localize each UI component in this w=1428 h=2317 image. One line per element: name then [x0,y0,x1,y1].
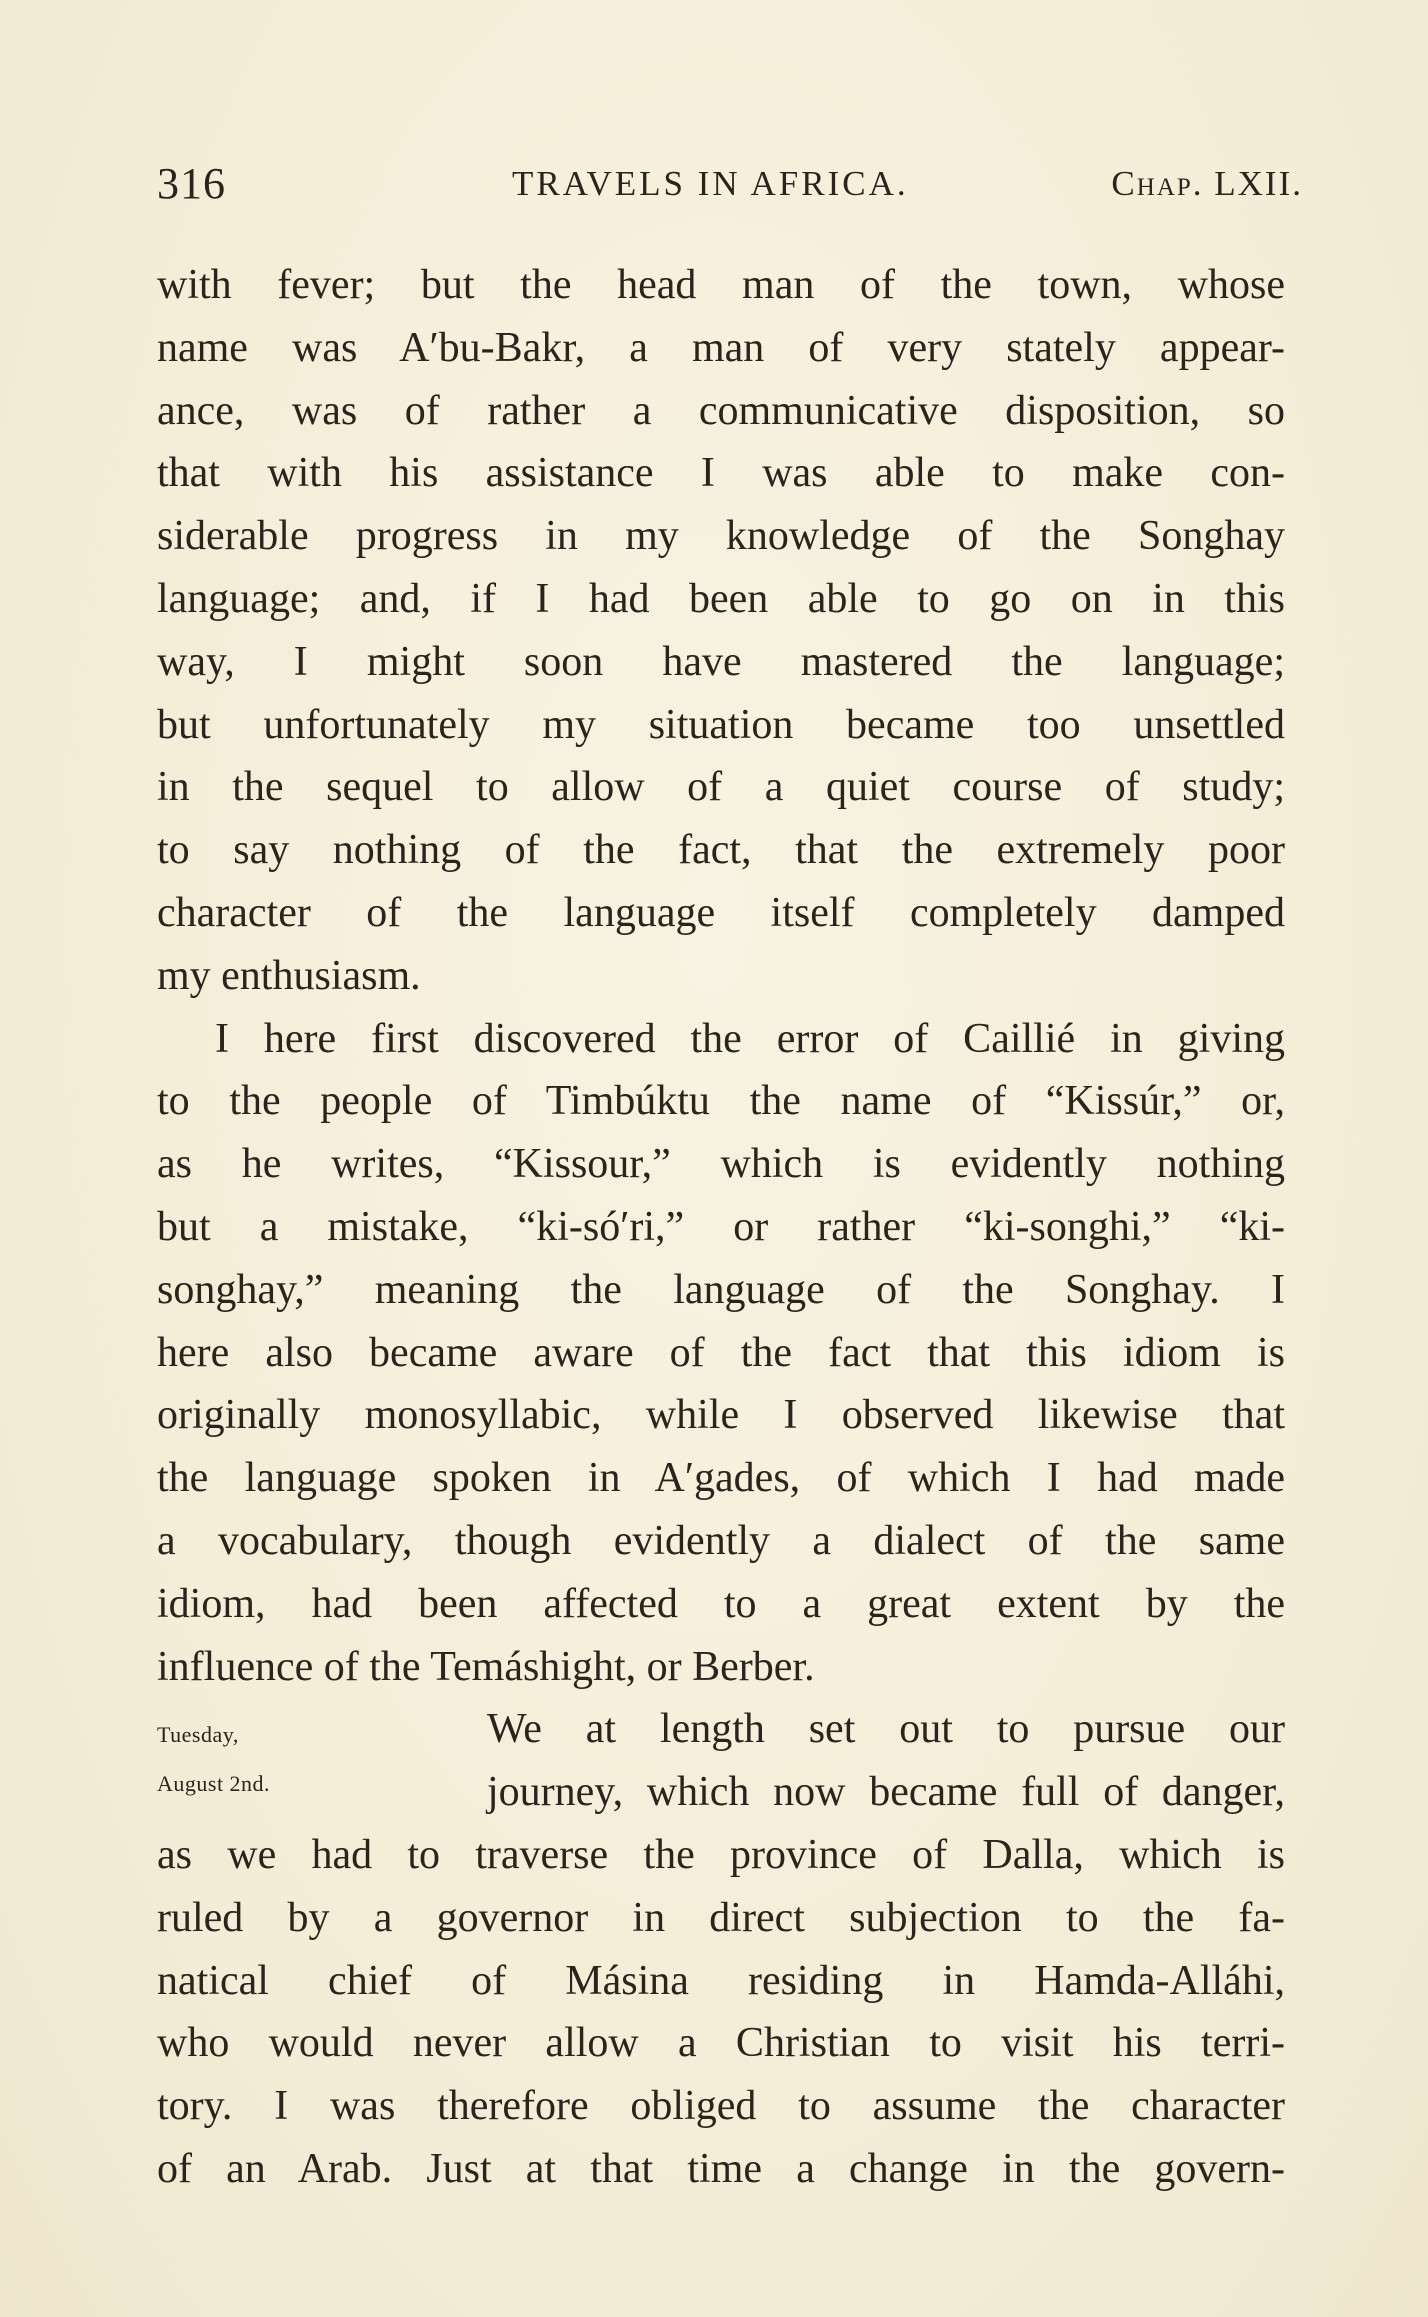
text-line: here also became aware of the fact that this idiom is [157,1329,1285,1376]
running-title: TRAVELS IN AFRICA. [512,164,909,203]
text-line: way, I might soon have mastered the language; [157,638,1285,685]
sidenote-line-1 [157,1698,1285,1761]
text-line: influence of the Temáshight, or Berber. [157,1643,815,1690]
text-line: to say nothing of the fact, that the extremely poor [157,827,1285,874]
text-line: tory. I was therefore obliged to assume the character [157,2083,1285,2130]
text-line: siderable progress in my knowledge of the Songhay [157,513,1285,560]
text-line: We at length set out to pursue our [487,1706,1285,1753]
text-line: journey, which now became full of danger, [487,1769,1285,1816]
text-line: the language spoken in A′gades, of which I had made [157,1455,1285,1502]
chapter-label: Chap. LXII. [1111,164,1303,203]
page-header [157,158,1303,218]
text-line: of an Arab. Just at that time a change in the govern- [157,2145,1285,2192]
text-line: but a mistake, “ki-só′ri,” or rather “ki-songhi,” “ki- [157,1203,1285,1250]
text-line: name was A′bu-Bakr, a man of very stately appear- [157,324,1285,371]
text-line: originally monosyllabic, while I observed likewise that [157,1392,1285,1439]
text-line: to the people of Timbúktu the name of “Kissúr,” or, [157,1078,1285,1125]
page-number: 316 [157,159,226,208]
text-line: as he writes, “Kissour,” which is evidently nothing [157,1141,1285,1188]
text-line: ruled by a governor in direct subjection to the fa- [157,1894,1285,1941]
text-line: as we had to traverse the province of Dalla, which is [157,1831,1285,1878]
text-line: songhay,” meaning the language of the Songhay. I [157,1266,1285,1313]
text-line: but unfortunately my situation became too unsettled [157,701,1285,748]
text-line: I here first discovered the error of Caillié in giving [215,1015,1285,1062]
body-text [157,254,1285,2201]
text-line: that with his assistance I was able to make con- [157,450,1285,497]
text-line: a vocabulary, though evidently a dialect of the same [157,1517,1285,1564]
margin-note-date: August 2nd. [157,1771,271,1797]
text-line: with fever; but the head man of the town, whose [157,262,1285,308]
text-line: idiom, had been affected to a great extent by the [157,1580,1285,1627]
text-line: who would never allow a Christian to visit his terri- [157,2020,1285,2067]
text-line: natical chief of Másina residing in Hamda-Alláhi, [157,1957,1285,2004]
text-line: my enthusiasm. [157,952,421,999]
text-line: language; and, if I had been able to go on in this [157,575,1285,622]
margin-note-day: Tuesday, [157,1722,239,1748]
text-line: ance, was of rather a communicative disposition, so [157,387,1285,434]
sidenote-line-2 [157,1761,1285,1824]
text-line: character of the language itself completely damped [157,889,1285,936]
text-line: in the sequel to allow of a quiet course of study; [157,764,1285,811]
